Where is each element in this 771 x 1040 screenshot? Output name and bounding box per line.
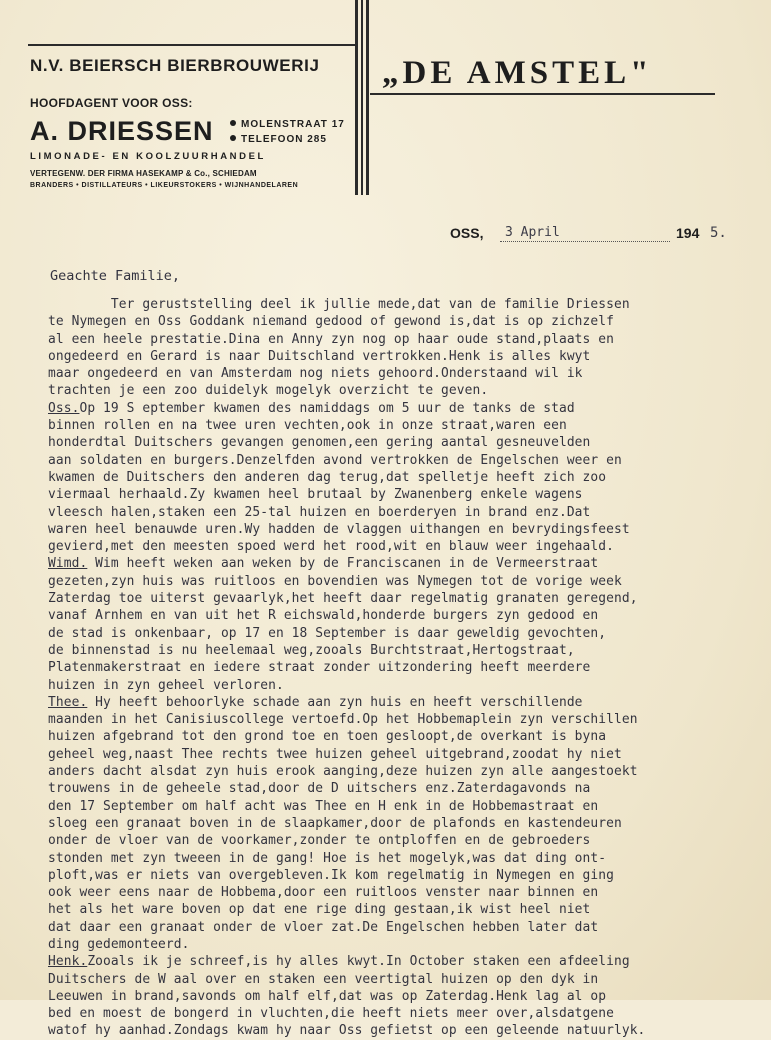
body-line: al een heele prestatie.Dina en Anny zyn nog op haar oude stand,plaats en — [48, 331, 614, 347]
body-line: Zaterdag toe uiterst gevaarlyk,het heeft daar regelmatig granaten geregend, — [48, 591, 638, 607]
body-line: vanaf Arnhem en van uit het R eichswald,honderde burgers zyn gedood en — [48, 608, 599, 624]
body-line: watof hy aanhad.Zondags kwam hy naar Oss gefietst op een geleende natuurlyk. — [48, 1023, 646, 1039]
body-line: Ter geruststelling deel ik jullie mede,dat van de familie Driessen — [48, 297, 630, 312]
body-line: ploft,was er niets van overgebleven.Ik kom regelmatig in Nymegen en ging — [48, 867, 614, 883]
body-line: Wimd. Wim heeft weken aan weken by de Franciscanen in de Vermeerstraat — [48, 556, 599, 572]
agent-name: A. DRIESSEN — [30, 116, 214, 146]
body-line: te Nymegen en Oss Goddank niemand gedood of gewond is,dat is op zichzelf — [48, 314, 614, 330]
address-block — [230, 117, 345, 147]
greeting: Geachte Familie, — [50, 268, 181, 284]
body-line: ding gedemonteerd. — [48, 936, 190, 952]
letterhead-rule-top — [28, 44, 358, 46]
body-line: Henk.Zooals ik je schreef,is hy alles kwyt.In October staken een afdeeling — [48, 954, 630, 970]
date-year-typed: 5. — [710, 225, 727, 241]
body-line: bed en moest de bongerd in vluchten,die heeft niets meer over,alsdatgene — [48, 1006, 614, 1022]
body-line: Platenmakerstraat en iedere straat zonder uitzondering heeft meerdere — [48, 660, 591, 676]
body-line: Oss.Op 19 S eptember kwamen des namiddags om 5 uur de tanks de stad — [48, 400, 575, 416]
body-line: Duitschers de W aal over en staken een veertigtal huizen op den dyk in — [48, 971, 599, 987]
tagline: LIMONADE- EN KOOLZUURHANDEL — [30, 151, 266, 162]
body-line: Thee. Hy heeft behoorlyke schade aan zyn huis en heeft verschillende — [48, 694, 583, 710]
body-line: aan soldaten en burgers.Denzelfden avond vertrokken de Engelschen weer en — [48, 452, 622, 468]
body-line: Leeuwen in brand,savonds om half elf,dat was op Zaterdag.Henk lag al op — [48, 988, 607, 1004]
address-phone-row — [230, 132, 345, 147]
body-line: viermaal herhaald.Zy kwamen heel brutaal by Zwanenberg enkele wagens — [48, 487, 583, 503]
body-line: maanden in het Canisiuscollege vertoefd.Op het Hobbemaplein zyn verschillen — [48, 712, 638, 728]
body-line: het als het ware boven op dat ene rige ding gestaan,ik wist heel niet — [48, 902, 591, 918]
body-line: huizen in zyn geheel verloren. — [48, 677, 284, 693]
body-line: de stad is onkenbaar, op 17 en 18 September is daar geweldig gevochten, — [48, 625, 607, 641]
body-line: onder de vloer van de voorkamer,zonder te ontploffen en de gebroeders — [48, 833, 591, 849]
brand-name: „DE AMSTEL" — [382, 55, 653, 91]
body-line: binnen rollen en na twee uren vechten,ook in onze straat,waren een — [48, 418, 567, 434]
address-phone: TELEFOON 285 — [241, 134, 327, 145]
letter-body — [48, 296, 748, 1040]
letterhead-vertical-bars — [355, 0, 369, 195]
address-street-row — [230, 117, 345, 132]
body-line: anders dacht alsdat zyn huis erook aanging,deze huizen zyn alle aangestoekt — [48, 764, 638, 780]
bullet-icon — [230, 135, 236, 141]
body-line: honderdtal Duitschers gevangen genomen,een gering aantal gesneuvelden — [48, 435, 591, 451]
body-line: maar ongedeerd en van Amsterdam nog niets gehoord.Onderstaand wil ik — [48, 366, 583, 382]
body-line: dat daar een granaat onder de vloer zat.De Engelschen hebben later dat — [48, 919, 599, 935]
body-line: gezeten,zyn huis was ruitloos en bovendien was Nymegen tot de vorige week — [48, 573, 622, 589]
address-street: MOLENSTRAAT 17 — [241, 119, 345, 130]
body-line: trachten je een zoo duidelyk mogelyk overzicht te geven. — [48, 383, 489, 399]
representative-line: VERTEGENW. DER FIRMA HASEKAMP & Co., SCHIEDAM — [30, 169, 257, 178]
bullet-icon — [230, 120, 236, 126]
letterhead-rule-right — [370, 93, 715, 95]
body-line: de binnenstad is nu heelemaal weg,zooals Burchtstraat,Hertogstraat, — [48, 642, 575, 658]
body-line: trouwens in de geheele stad,door de D uitschers enz.Zaterdagavonds na — [48, 781, 591, 797]
body-line: sloeg een granaat boven in de slaapkamer,door de plafonds en kastendeuren — [48, 815, 622, 831]
company-name: N.V. BEIERSCH BIERBROUWERIJ — [30, 56, 320, 75]
body-line: ook weer eens naar de Hobbema,door een ruitloos venster naar binnen en — [48, 885, 599, 901]
date-typed: 3 April — [505, 225, 560, 240]
date-place: OSS, — [450, 225, 484, 241]
body-line: waren heel benauwde uren.Wy hadden de vlaggen uithangen en bevrydingsfeest — [48, 521, 630, 537]
body-line: ongedeerd en Gerard is naar Duitschland vertrokken.Henk is alles kwyt — [48, 348, 591, 364]
body-line: stonden met zyn tweeen in de gang! Hoe is het mogelyk,was dat ding ont- — [48, 850, 607, 866]
agent-label: HOOFDAGENT VOOR OSS: — [30, 96, 193, 110]
body-line: geheel weg,naast Thee rechts twee huizen geheel uitgebrand,zoodat hy niet — [48, 746, 622, 762]
date-year-printed: 194 — [676, 225, 700, 241]
body-line: den 17 September om half acht was Thee en H enk in de Hobbemastraat en — [48, 798, 599, 814]
body-line: kwamen de Duitschers den anderen dag terug,dat spelletje heeft zich zoo — [48, 469, 607, 485]
trades-line: BRANDERS • DISTILLATEURS • LIKEURSTOKERS • WIJNHANDELAREN — [30, 182, 299, 189]
body-line: vleesch halen,staken een 25-tal huizen en boerderyen in brand enz.Dat — [48, 504, 591, 520]
date-dotted-line — [500, 241, 670, 242]
body-line: gevierd,met den meesten spoed werd het rood,wit en blauw weer ingehaald. — [48, 539, 614, 555]
body-line: huizen afgebrand tot den grond toe en toen gesloopt,de overkant is byna — [48, 729, 607, 745]
